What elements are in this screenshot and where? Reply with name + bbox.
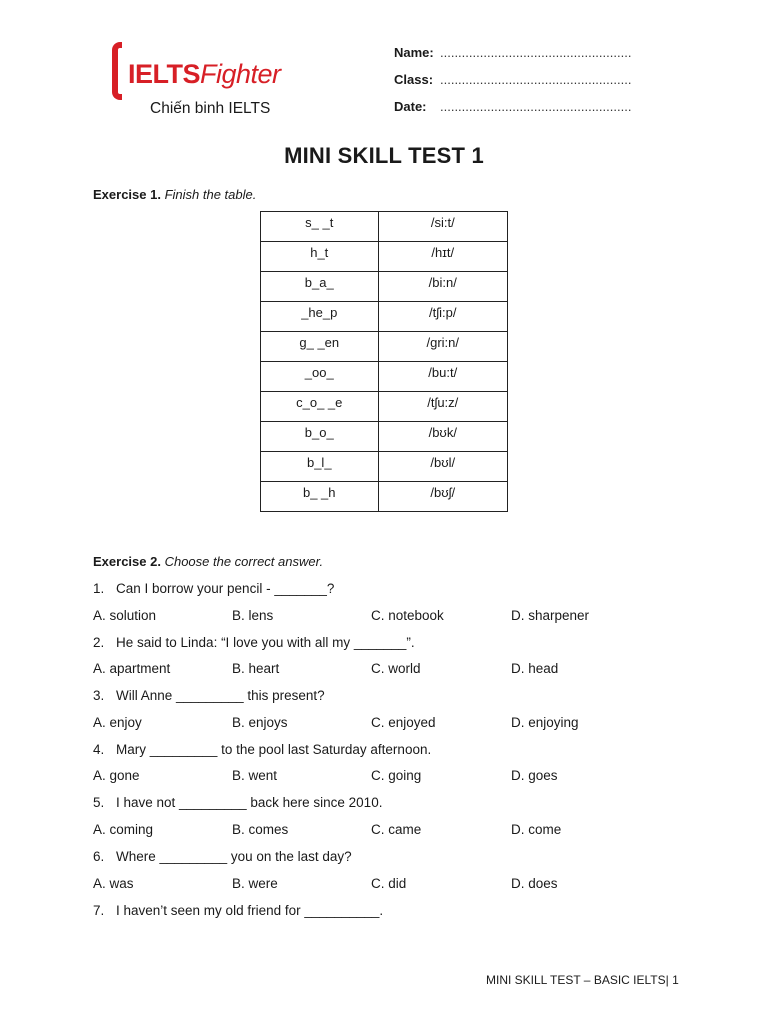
ipa-cell: /bi:n/ [378,272,507,302]
answer-option[interactable]: D. goes [511,768,558,784]
question-text: Where _________ you on the last day? [116,849,352,864]
table-row [261,332,508,362]
word-cell[interactable]: b_o_ [261,422,379,452]
question-text: He said to Linda: “I love you with all my _______”. [116,634,415,650]
exercise1-label: Exercise 1. [93,187,161,202]
answer-option[interactable]: A. coming [93,821,154,837]
question-4 [93,742,431,757]
answer-option[interactable]: D. come [511,821,562,837]
table-row [261,452,508,482]
logo-tagline: Chiến binh IELTS [150,100,271,117]
question-text: I have not _________ back here since 2010. [116,795,383,811]
answer-option[interactable]: C. enjoyed [371,714,436,730]
question-number: 1. [93,581,105,596]
question-number: 3. [93,688,105,704]
word-cell[interactable]: s_ _t [261,212,379,242]
exercise2-heading [93,554,323,569]
exercise2-instruction: Choose the correct answer. [164,554,324,569]
logo-brand [128,61,281,88]
answer-option[interactable]: C. came [371,821,422,837]
question-text: I haven’t seen my old friend for __________. [116,902,384,918]
question-6 [93,849,352,864]
name-blank: ..................................................... [440,45,632,60]
page-footer: MINI SKILL TEST – BASIC IELTS| 1 [486,973,679,987]
word-cell[interactable]: h_t [261,242,379,272]
word-cell[interactable]: _he_p [261,302,379,332]
exercise1-heading [93,187,256,202]
question-2 [93,635,415,650]
ipa-cell: /si:t/ [378,212,507,242]
question-number: 4. [93,741,105,757]
ipa-cell: /hɪt/ [378,242,507,272]
answer-option[interactable]: B. heart [232,661,280,677]
question-text: Will Anne _________ this present? [116,688,325,704]
question-number: 6. [93,849,105,864]
word-cell[interactable]: g_ _en [261,332,379,362]
answer-option[interactable]: D. enjoying [511,714,579,730]
question-1 [93,581,334,596]
date-blank: ..................................................... [440,99,632,114]
answer-option[interactable]: C. going [371,768,422,784]
ipa-cell: /bu:t/ [378,362,507,392]
answer-option[interactable]: C. world [371,661,421,677]
table-row [261,422,508,452]
answer-option[interactable]: D. does [511,875,558,891]
date-label: Date: [394,99,427,114]
ipa-cell: /tʃu:z/ [378,392,507,422]
ipa-cell: /bʊl/ [378,452,507,482]
exercise1-instruction: Finish the table. [164,187,257,202]
question-text: Can I borrow your pencil - _______? [116,581,335,596]
question-number: 7. [93,902,105,918]
question-3 [93,688,325,703]
name-field[interactable] [394,45,631,60]
ipa-cell: /tʃi:p/ [378,302,507,332]
answer-option[interactable]: D. sharpener [511,607,590,623]
answer-option[interactable]: B. were [232,875,278,891]
question-number: 5. [93,795,105,811]
answer-option[interactable]: B. lens [232,607,274,623]
table-row [261,272,508,302]
question-7 [93,903,383,918]
table-row [261,212,508,242]
word-cell[interactable]: b_l_ [261,452,379,482]
name-label: Name: [394,45,434,60]
answer-option[interactable]: A. apartment [93,661,171,677]
logo-brand-fighter: Fighter [200,59,281,89]
word-cell[interactable]: b_a_ [261,272,379,302]
date-field[interactable] [394,99,631,114]
table-row [261,482,508,512]
answer-option[interactable]: A. gone [93,768,140,784]
table-row [261,362,508,392]
answer-option[interactable]: B. comes [232,821,289,837]
question-number: 2. [93,634,105,650]
word-cell[interactable]: c_o_ _e [261,392,379,422]
answer-option[interactable]: B. enjoys [232,714,288,730]
table-row [261,302,508,332]
answer-option[interactable]: A. enjoy [93,714,142,730]
logo-brand-ielts: IELTS [128,59,201,89]
answer-option[interactable]: C. notebook [371,607,444,623]
answer-option[interactable]: A. solution [93,607,157,623]
class-field[interactable] [394,72,631,87]
page-title: MINI SKILL TEST 1 [284,143,484,168]
answer-option[interactable]: A. was [93,875,134,891]
answer-option[interactable]: B. went [232,768,278,784]
ipa-cell: /bʊʃ/ [378,482,507,512]
exercise2-label: Exercise 2. [93,554,161,569]
class-blank: ..................................................... [440,72,632,87]
table-row [261,242,508,272]
answer-option[interactable]: C. did [371,875,407,891]
ipa-cell: /bʊk/ [378,422,507,452]
vocabulary-table [260,211,508,512]
word-cell[interactable]: _oo_ [261,362,379,392]
word-cell[interactable]: b_ _h [261,482,379,512]
ipa-cell: /gri:n/ [378,332,507,362]
table-row [261,392,508,422]
question-text: Mary _________ to the pool last Saturday afternoon. [116,741,432,757]
logo-bracket-mark [112,42,122,100]
question-5 [93,795,382,810]
ielts-fighter-logo [112,40,312,120]
answer-option[interactable]: D. head [511,661,559,677]
class-label: Class: [394,72,434,87]
